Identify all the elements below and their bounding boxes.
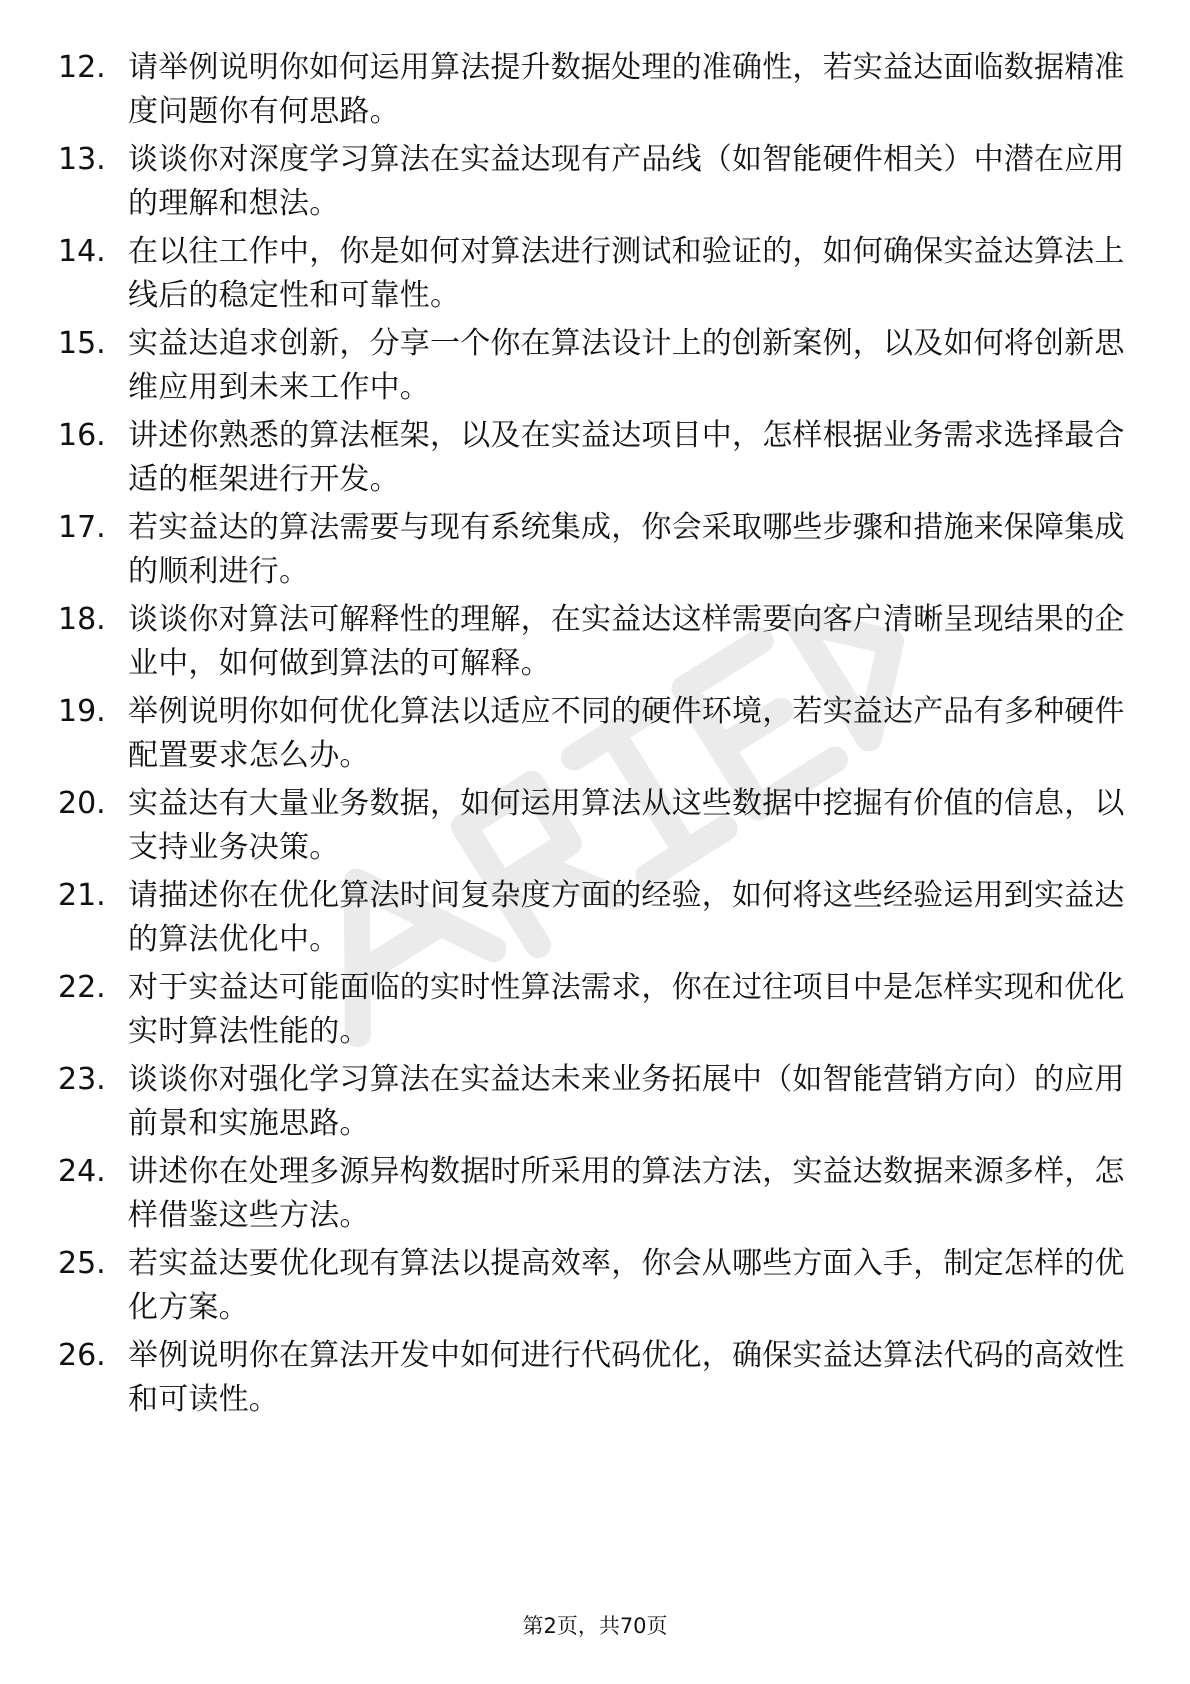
question-text: 若实益达的算法需要与现有系统集成，你会采取哪些步骤和措施来保障集成的顺利进行。 bbox=[128, 510, 1125, 589]
question-number: 24. bbox=[58, 1154, 106, 1189]
question-number: 16. bbox=[58, 418, 106, 453]
question-number: 22. bbox=[58, 970, 106, 1005]
question-number: 20. bbox=[58, 786, 106, 821]
list-item bbox=[58, 230, 1125, 322]
question-number: 25. bbox=[58, 1246, 106, 1281]
question-text: 请描述你在优化算法时间复杂度方面的经验，如何将这些经验运用到实益达的算法优化中。 bbox=[128, 878, 1125, 957]
list-item bbox=[58, 690, 1125, 782]
question-number: 21. bbox=[58, 878, 106, 913]
list-item bbox=[58, 782, 1125, 874]
page-number: 第2页，共70页 bbox=[522, 1614, 668, 1638]
question-number: 13. bbox=[58, 142, 106, 177]
question-number: 26. bbox=[58, 1338, 106, 1373]
question-text: 实益达有大量业务数据，如何运用算法从这些数据中挖掘有价值的信息，以支持业务决策。 bbox=[128, 786, 1125, 865]
question-text: 在以往工作中，你是如何对算法进行测试和验证的，如何确保实益达算法上线后的稳定性和可靠性。 bbox=[128, 234, 1125, 313]
question-number: 23. bbox=[58, 1062, 106, 1097]
list-item bbox=[58, 1058, 1125, 1150]
list-item bbox=[58, 1242, 1125, 1334]
question-number: 17. bbox=[58, 510, 106, 545]
question-number: 19. bbox=[58, 694, 106, 729]
question-text: 举例说明你在算法开发中如何进行代码优化，确保实益达算法代码的高效性和可读性。 bbox=[128, 1338, 1125, 1417]
list-item bbox=[58, 138, 1125, 230]
question-text: 请举例说明你如何运用算法提升数据处理的准确性，若实益达面临数据精准度问题你有何思路。 bbox=[128, 50, 1125, 129]
list-item bbox=[58, 1334, 1125, 1426]
question-text: 谈谈你对深度学习算法在实益达现有产品线（如智能硬件相关）中潜在应用的理解和想法。 bbox=[128, 142, 1125, 221]
question-text: 对于实益达可能面临的实时性算法需求，你在过往项目中是怎样实现和优化实时算法性能的。 bbox=[128, 970, 1125, 1049]
list-item bbox=[58, 414, 1125, 506]
question-text: 若实益达要优化现有算法以提高效率，你会从哪些方面入手，制定怎样的优化方案。 bbox=[128, 1246, 1125, 1325]
question-number: 18. bbox=[58, 602, 106, 637]
list-item bbox=[58, 46, 1125, 138]
page-footer bbox=[0, 1610, 1190, 1640]
question-number: 12. bbox=[58, 50, 106, 85]
list-item bbox=[58, 598, 1125, 690]
question-text: 实益达追求创新，分享一个你在算法设计上的创新案例，以及如何将创新思维应用到未来工作中。 bbox=[128, 326, 1125, 405]
question-text: 举例说明你如何优化算法以适应不同的硬件环境，若实益达产品有多种硬件配置要求怎么办。 bbox=[128, 694, 1125, 773]
list-item bbox=[58, 322, 1125, 414]
list-item bbox=[58, 874, 1125, 966]
question-text: 讲述你在处理多源异构数据时所采用的算法方法，实益达数据来源多样，怎样借鉴这些方法。 bbox=[128, 1154, 1125, 1233]
list-item bbox=[58, 966, 1125, 1058]
question-text: 谈谈你对强化学习算法在实益达未来业务拓展中（如智能营销方向）的应用前景和实施思路。 bbox=[128, 1062, 1125, 1141]
question-text: 谈谈你对算法可解释性的理解，在实益达这样需要向客户清晰呈现结果的企业中，如何做到算法的可解释。 bbox=[128, 602, 1125, 681]
question-list bbox=[58, 46, 1125, 1426]
question-number: 15. bbox=[58, 326, 106, 361]
list-item bbox=[58, 506, 1125, 598]
question-text: 讲述你熟悉的算法框架，以及在实益达项目中，怎样根据业务需求选择最合适的框架进行开发。 bbox=[128, 418, 1125, 497]
question-number: 14. bbox=[58, 234, 106, 269]
list-item bbox=[58, 1150, 1125, 1242]
